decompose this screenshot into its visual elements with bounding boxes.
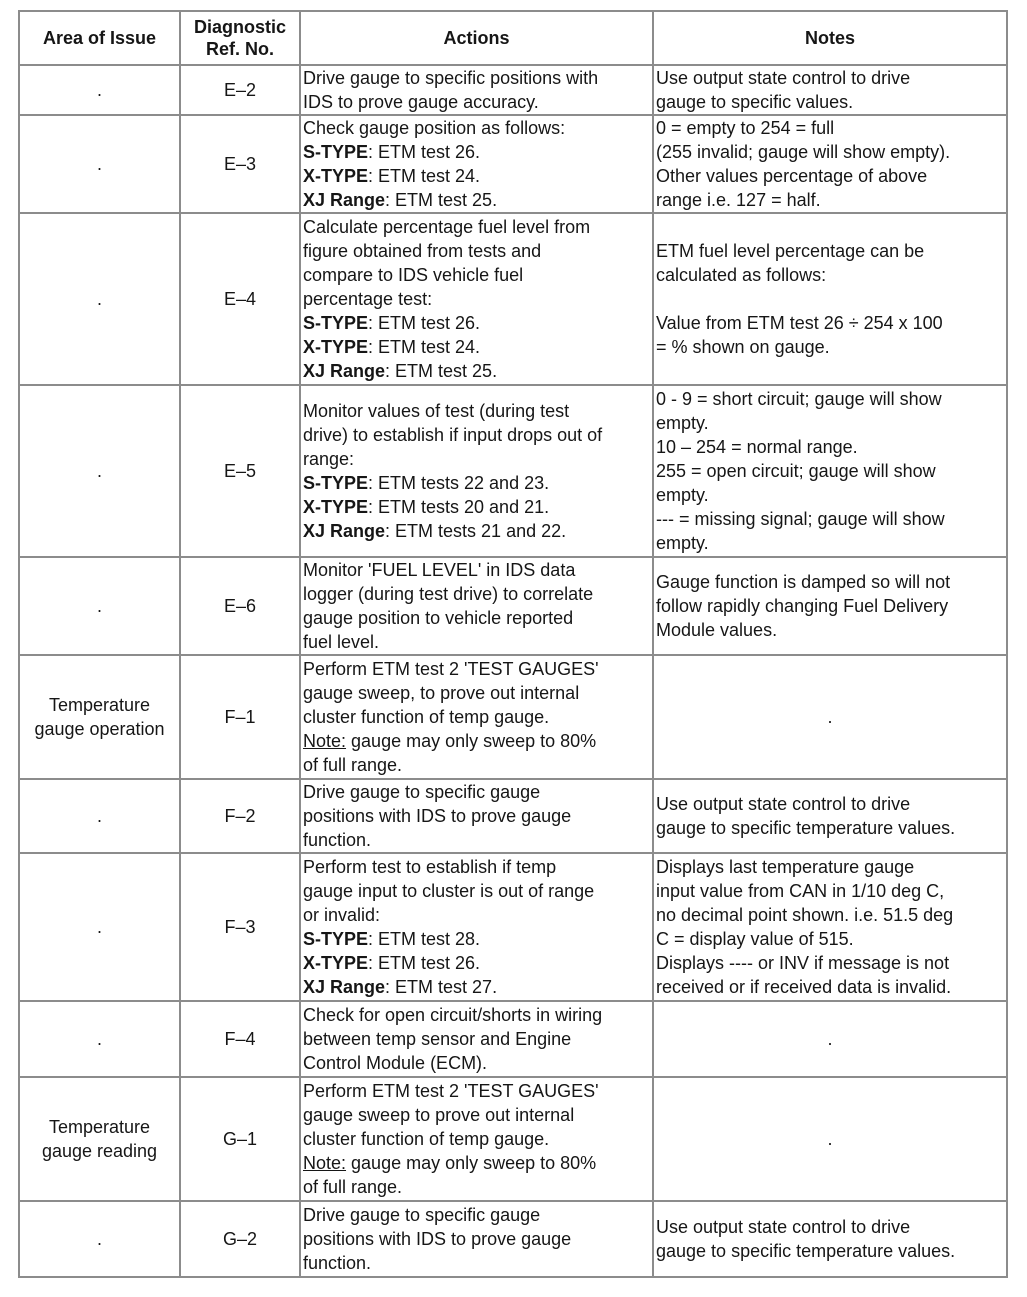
action-line: IDS to prove gauge accuracy. [303,92,539,112]
action-line: fuel level. [303,632,380,652]
notes-cell [653,65,1007,115]
test-text: : ETM test 26. [368,953,481,973]
note-line: received or if received data is invalid. [656,977,952,997]
table-row [19,853,1007,1001]
area-cell: . [19,1201,180,1277]
test-text: : ETM test 25. [385,190,498,210]
action-line: logger (during test drive) to correlate [303,584,594,604]
notes-cell [653,1201,1007,1277]
notes-cell [653,385,1007,557]
action-line: Perform test to establish if temp [303,857,557,877]
test-text: : ETM tests 20 and 21. [368,497,550,517]
note-text: gauge may only sweep to 80% [346,1153,597,1173]
notes-cell [653,779,1007,853]
actions-cell [300,1077,653,1201]
action-line: Drive gauge to specific positions with [303,68,599,88]
note-line: empty. [656,413,709,433]
actions-cell [300,853,653,1001]
test-line [303,188,650,212]
header-notes: Notes [653,11,1007,65]
note-line: gauge to specific temperature values. [656,1241,956,1261]
ref-cell: G–1 [180,1077,300,1201]
action-line: gauge sweep to prove out internal [303,1105,575,1125]
test-text: : ETM test 26. [368,142,481,162]
vehicle-label: XJ Range [303,977,386,997]
note-line [303,729,650,753]
action-line: Perform ETM test 2 'TEST GAUGES' [303,1081,599,1101]
action-line: between temp sensor and Engine [303,1029,572,1049]
action-line: function. [303,830,372,850]
action-line: Drive gauge to specific gauge [303,782,541,802]
table-row [19,557,1007,655]
note-line: calculated as follows: [656,265,827,285]
test-line [303,951,650,975]
diagnostic-table [18,10,1008,1278]
actions-cell [300,1201,653,1277]
note-line: = % shown on gauge. [656,337,830,357]
note-line: empty. [656,485,709,505]
area-cell: . [19,853,180,1001]
notes-cell: . [653,1077,1007,1201]
action-line: range: [303,449,355,469]
area-cell: . [19,115,180,213]
ref-cell: E–6 [180,557,300,655]
note-text: gauge may only sweep to 80% [346,731,597,751]
area-cell: . [19,779,180,853]
table-row [19,65,1007,115]
action-line: gauge position to vehicle reported [303,608,574,628]
area-cell: . [19,385,180,557]
ref-cell: E–2 [180,65,300,115]
notes-cell: . [653,1001,1007,1077]
action-line: Perform ETM test 2 'TEST GAUGES' [303,659,599,679]
notes-cell [653,853,1007,1001]
test-line [303,164,650,188]
test-line [303,335,650,359]
test-text: : ETM tests 21 and 22. [385,521,567,541]
notes-cell [653,115,1007,213]
diagnostic-table-page [18,10,1006,1278]
action-line: Check gauge position as follows: [303,118,566,138]
test-text: : ETM test 25. [385,361,498,381]
test-line [303,519,650,543]
note-line: C = display value of 515. [656,929,854,949]
area-line: gauge reading [41,1141,158,1161]
test-text: : ETM tests 22 and 23. [368,473,550,493]
action-line: cluster function of temp gauge. [303,1129,550,1149]
test-text: : ETM test 26. [368,313,481,333]
table-row [19,655,1007,779]
vehicle-label: X-TYPE [303,953,369,973]
vehicle-label: X-TYPE [303,337,369,357]
vehicle-label: S-TYPE [303,142,369,162]
action-line: or invalid: [303,905,381,925]
ref-cell: F–4 [180,1001,300,1077]
area-cell: . [19,1001,180,1077]
ref-cell: F–3 [180,853,300,1001]
table-row [19,385,1007,557]
actions-cell [300,557,653,655]
area-line: gauge operation [34,719,165,739]
note-line: gauge to specific temperature values. [656,818,956,838]
action-line: of full range. [303,755,403,775]
actions-cell [300,655,653,779]
area-cell: . [19,65,180,115]
actions-cell [300,213,653,385]
note-line: ETM fuel level percentage can be [656,241,925,261]
actions-cell [300,779,653,853]
note-line: 10 – 254 = normal range. [656,437,858,457]
note-line: Displays ---- or INV if message is not [656,953,950,973]
action-line: figure obtained from tests and [303,241,542,261]
note-line: Module values. [656,620,778,640]
note-line: Use output state control to drive [656,1217,911,1237]
test-text: : ETM test 24. [368,166,481,186]
notes-cell [653,557,1007,655]
note-line: Displays last temperature gauge [656,857,915,877]
action-line: Check for open circuit/shorts in wiring [303,1005,603,1025]
note-line: Value from ETM test 26 ÷ 254 x 100 [656,313,943,333]
note-line: Use output state control to drive [656,68,911,88]
note-line: Use output state control to drive [656,794,911,814]
note-line: Gauge function is damped so will not [656,572,951,592]
table-row [19,779,1007,853]
note-line: range i.e. 127 = half. [656,190,821,210]
action-line: positions with IDS to prove gauge [303,1229,572,1249]
header-area: Area of Issue [19,11,180,65]
header-ref-line1: Diagnostic [193,17,286,37]
action-line: Drive gauge to specific gauge [303,1205,541,1225]
test-line [303,311,650,335]
action-line: Control Module (ECM). [303,1053,488,1073]
note-line: 0 - 9 = short circuit; gauge will show [656,389,942,409]
area-line: Temperature [48,1117,151,1137]
ref-cell: F–1 [180,655,300,779]
vehicle-label: X-TYPE [303,166,369,186]
action-line: gauge sweep, to prove out internal [303,683,580,703]
action-line: cluster function of temp gauge. [303,707,550,727]
actions-cell [300,1001,653,1077]
actions-cell [300,115,653,213]
action-line: gauge input to cluster is out of range [303,881,595,901]
vehicle-label: XJ Range [303,361,386,381]
vehicle-label: XJ Range [303,521,386,541]
action-line: percentage test: [303,289,433,309]
area-cell: . [19,213,180,385]
ref-cell: E–4 [180,213,300,385]
note-line [303,1151,650,1175]
vehicle-label: S-TYPE [303,473,369,493]
test-text: : ETM test 24. [368,337,481,357]
vehicle-label: S-TYPE [303,313,369,333]
table-row [19,1001,1007,1077]
ref-cell: F–2 [180,779,300,853]
action-line: positions with IDS to prove gauge [303,806,572,826]
note-line: 0 = empty to 254 = full [656,118,835,138]
note-spacer [656,287,1004,311]
table-row [19,115,1007,213]
note-line: --- = missing signal; gauge will show [656,509,945,529]
vehicle-label: X-TYPE [303,497,369,517]
test-line [303,927,650,951]
test-line [303,471,650,495]
note-label: Note: [303,1153,347,1173]
notes-cell [653,213,1007,385]
ref-cell: G–2 [180,1201,300,1277]
area-line: Temperature [48,695,151,715]
note-line: gauge to specific values. [656,92,854,112]
table-row [19,1077,1007,1201]
action-line: Monitor values of test (during test [303,401,570,421]
vehicle-label: XJ Range [303,190,386,210]
note-line: no decimal point shown. i.e. 51.5 deg [656,905,954,925]
notes-cell: . [653,655,1007,779]
vehicle-label: S-TYPE [303,929,369,949]
note-line: empty. [656,533,709,553]
ref-cell: E–5 [180,385,300,557]
action-line: Monitor 'FUEL LEVEL' in IDS data [303,560,576,580]
note-line: 255 = open circuit; gauge will show [656,461,936,481]
note-line: (255 invalid; gauge will show empty). [656,142,951,162]
action-line: drive) to establish if input drops out of [303,425,603,445]
test-line [303,140,650,164]
test-text: : ETM test 27. [385,977,498,997]
header-row [19,11,1007,65]
area-cell [19,1077,180,1201]
table-row [19,1201,1007,1277]
note-line: follow rapidly changing Fuel Delivery [656,596,949,616]
test-line [303,359,650,383]
action-line: function. [303,1253,372,1273]
action-line: Calculate percentage fuel level from [303,217,591,237]
note-label: Note: [303,731,347,751]
header-actions: Actions [300,11,653,65]
area-cell [19,655,180,779]
area-cell: . [19,557,180,655]
test-line [303,975,650,999]
ref-cell: E–3 [180,115,300,213]
note-line: Other values percentage of above [656,166,928,186]
action-line: compare to IDS vehicle fuel [303,265,524,285]
test-text: : ETM test 28. [368,929,481,949]
actions-cell [300,385,653,557]
test-line [303,495,650,519]
actions-cell [300,65,653,115]
header-ref-line2: Ref. No. [205,39,274,59]
table-row [19,213,1007,385]
header-ref [180,11,300,65]
note-line: input value from CAN in 1/10 deg C, [656,881,945,901]
action-line: of full range. [303,1177,403,1197]
